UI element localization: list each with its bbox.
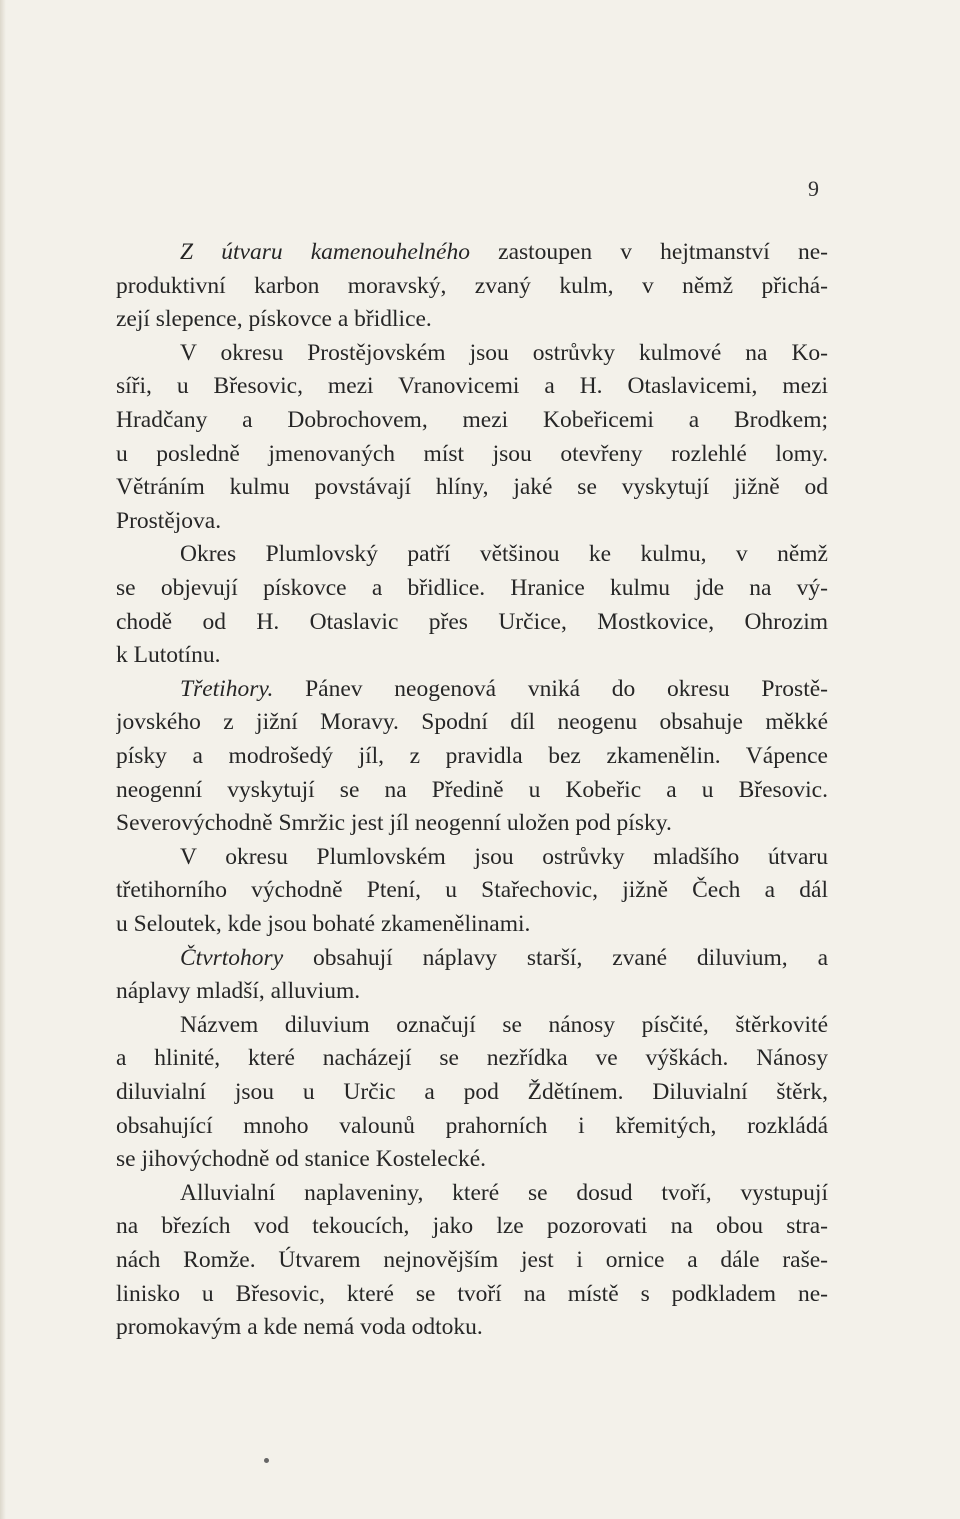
- italic-term: Z útvaru kamenouhelného: [180, 239, 470, 265]
- text-segment: Okres Plumlovský patří většinou ke kulmu, v němž: [180, 541, 828, 568]
- text-segment: u posledně jmenovaných míst jsou otevřeny rozlehlé lomy.: [116, 440, 828, 467]
- text-segment: jovského z jižní Moravy. Spodní díl neogenu obsahuje měkké: [116, 709, 828, 736]
- text-segment: Alluvialní naplaveniny, které se dosud tvoří, vystupují: [180, 1179, 828, 1206]
- text-line: [116, 438, 828, 471]
- text-segment: zastoupen v hejtmanství ne-: [469, 239, 828, 265]
- text-line: [116, 1042, 828, 1075]
- text-line: [116, 740, 828, 773]
- text-segment: chodě od H. Otaslavic přes Určice, Mostkovice, Ohrozim: [116, 608, 828, 635]
- page-number: 9: [808, 176, 819, 201]
- text-segment: síři, u Břesovic, mezi Vranovicemi a H. Otaslavicemi, mezi: [116, 373, 828, 400]
- text-line: [116, 370, 828, 403]
- text-segment: neogenní vyskytují se na Předině u Kobeřic a u Břesovic.: [116, 776, 828, 803]
- text-segment: se jihovýchodně od stanice Kostelecké.: [116, 1146, 487, 1173]
- text-line: [180, 1009, 828, 1042]
- italic-term: Třetihory.: [180, 675, 274, 702]
- text-line: [180, 942, 828, 975]
- text-line: [116, 1210, 828, 1243]
- text-line: [116, 303, 828, 336]
- text-segment: obsahující mnoho valounů prahorních i křemitých, rozkládá: [116, 1112, 828, 1139]
- text-segment: Prostějova.: [116, 507, 222, 534]
- text-segment: linisko u Břesovic, které se tvoří na místě s podkladem ne-: [116, 1280, 828, 1307]
- text-segment: promokavým a kde nemá voda odtoku.: [116, 1314, 483, 1341]
- text-line: [116, 1143, 828, 1176]
- text-line: [180, 841, 828, 874]
- text-line: [116, 1110, 828, 1143]
- text-segment: nách Romže. Útvarem nejnovějším jest i ornice a dále raše-: [116, 1247, 828, 1273]
- text-line: [116, 639, 828, 672]
- text-line: [180, 673, 828, 706]
- text-line: [116, 1076, 828, 1109]
- text-segment: V okresu Plumlovském jsou ostrůvky mladšího útvaru: [180, 843, 828, 870]
- text-line: [116, 706, 828, 739]
- text-line: [180, 337, 828, 370]
- text-line: [116, 572, 828, 605]
- text-line: [116, 1311, 828, 1344]
- text-line: [116, 1278, 828, 1311]
- text-segment: písky a modrošedý jíl, z pravidla bez zkamenělin. Vápence: [116, 743, 828, 769]
- text-line: [116, 975, 828, 1008]
- text-line: [180, 538, 828, 571]
- text-segment: a hlinité, které nacházejí se nezřídka ve výškách. Nánosy: [116, 1045, 828, 1072]
- text-line: [116, 505, 828, 538]
- text-segment: náplavy mladší, alluvium.: [116, 978, 361, 1005]
- text-line: [116, 606, 828, 639]
- text-segment: V okresu Prostějovském jsou ostrůvky kulmové na Ko-: [180, 339, 828, 366]
- text-segment: Názvem diluvium označují se nánosy písčité, štěrkovité: [180, 1011, 828, 1038]
- text-line: [180, 236, 828, 269]
- italic-term: Čtvrtohory: [180, 944, 284, 971]
- text-segment: Severovýchodně Smržic jest jíl neogenní uložen pod písky.: [116, 810, 672, 837]
- text-segment: zejí slepence, pískovce a břidlice.: [116, 306, 432, 333]
- text-segment: obsahují náplavy starší, zvané diluvium, a: [283, 944, 828, 971]
- text-line: [116, 270, 828, 303]
- text-line: [116, 404, 828, 437]
- text-segment: k Lutotínu.: [116, 642, 221, 669]
- text-line: [116, 774, 828, 807]
- text-segment: Větráním kulmu povstávají hlíny, jaké se vyskytují jižně od: [116, 474, 828, 501]
- text-line: [116, 471, 828, 504]
- text-line: [116, 1244, 828, 1277]
- text-line: [116, 874, 828, 907]
- text-segment: produktivní karbon moravský, zvaný kulm, v němž přichá-: [116, 272, 828, 299]
- text-segment: u Seloutek, kde jsou bohaté zkamenělinami.: [116, 911, 531, 937]
- text-line: [116, 807, 828, 840]
- text-line: [116, 908, 828, 941]
- text-line: [180, 1177, 828, 1210]
- text-segment: Hradčany a Dobrochovem, mezi Kobeřicemi a Brodkem;: [116, 407, 828, 433]
- text-segment: třetihorního východně Ptení, u Stařechovic, jižně Čech a dál: [116, 877, 828, 904]
- page-edge-shadow: [0, 0, 6, 1519]
- text-segment: Pánev neogenová vniká do okresu Prostě-: [273, 675, 828, 702]
- text-segment: se objevují pískovce a břidlice. Hranice kulmu jde na vý-: [116, 575, 828, 601]
- text-segment: na březích vod tekoucích, jako lze pozorovati na obou stra-: [116, 1213, 828, 1240]
- ink-dot: [264, 1458, 269, 1463]
- text-segment: diluvialní jsou u Určic a pod Ždětínem. Diluvialní štěrk,: [116, 1079, 828, 1105]
